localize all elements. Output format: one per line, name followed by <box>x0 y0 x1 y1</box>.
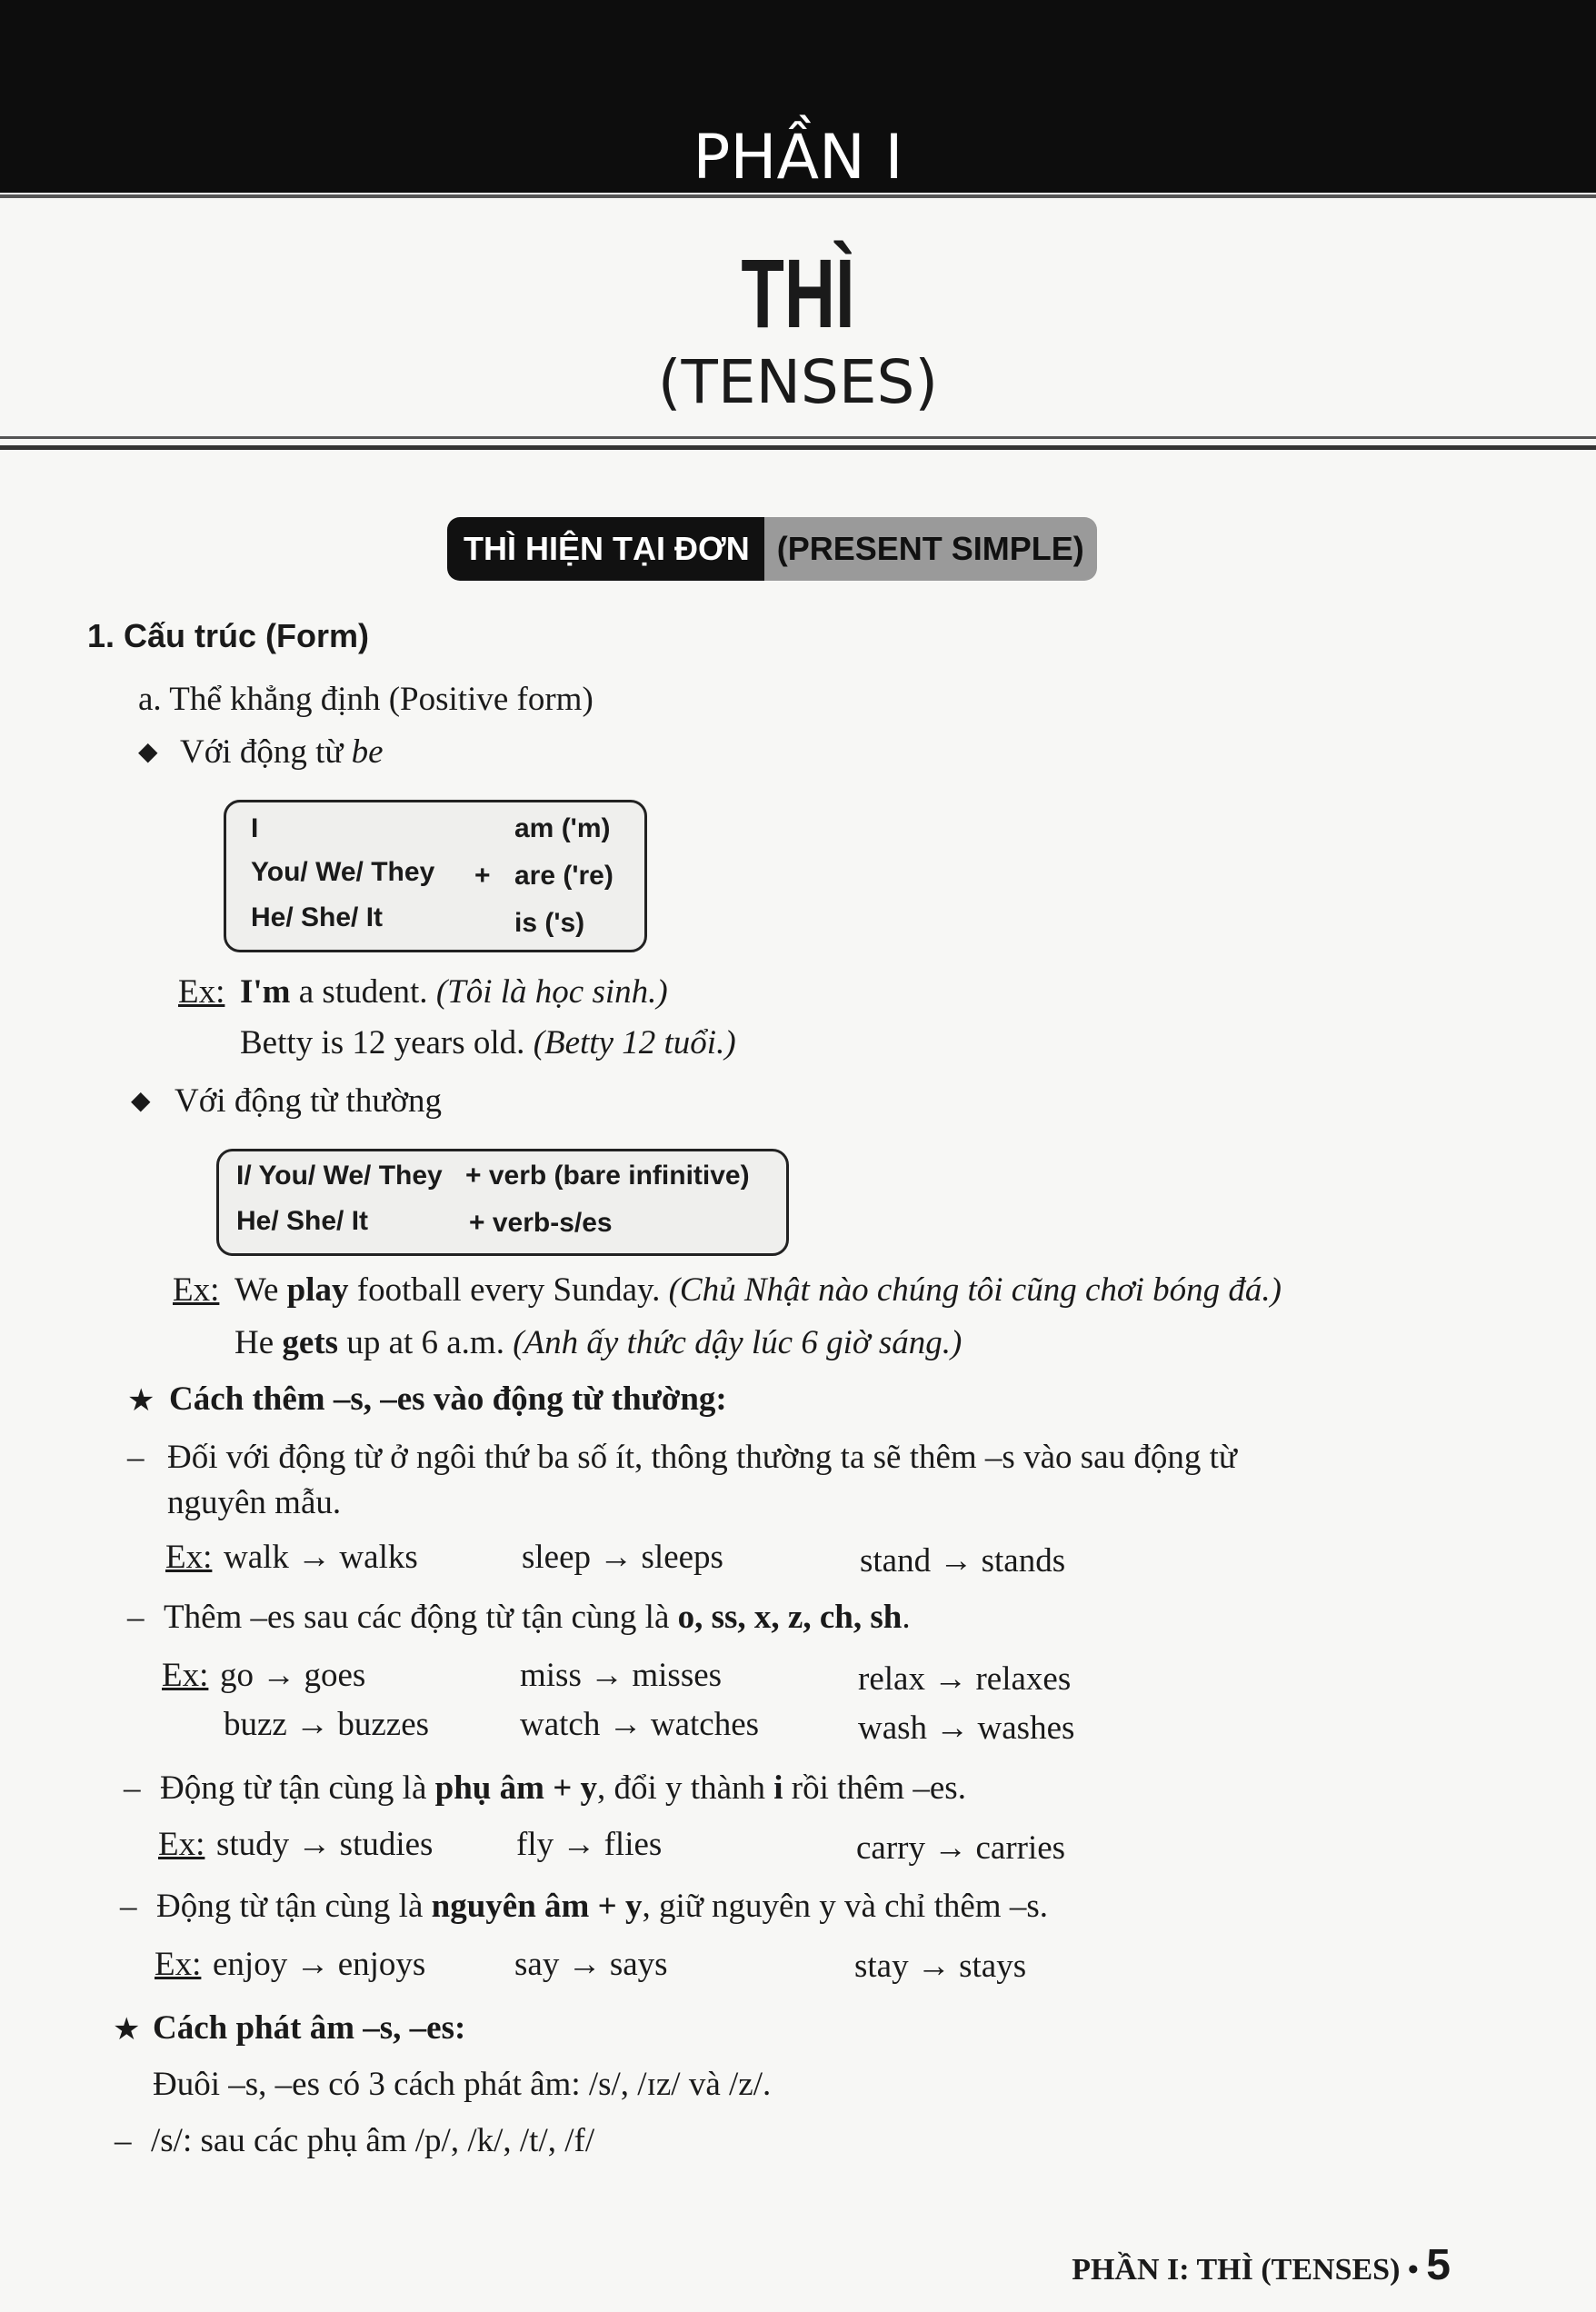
be-verb-is: is ('s) <box>514 908 585 938</box>
be-example-2: Betty is 12 years old. (Betty 12 tuổi.) <box>240 1024 736 1061</box>
rule3-ex-label: Ex: <box>158 1826 205 1863</box>
rule2-example-2: miss → misses <box>520 1657 723 1694</box>
rule1-example-2: sleep → sleeps <box>522 1539 723 1576</box>
rule2-example-4: buzz → buzzes <box>224 1706 430 1743</box>
rule3-example-2: fly → flies <box>516 1826 663 1863</box>
rule2-example-6: wash → washes <box>858 1709 1075 1747</box>
rule1-example-3: stand → stands <box>860 1542 1066 1580</box>
diamond-bullet-icon: ◆ <box>138 738 158 766</box>
form-heading: 1. Cấu trúc (Form) <box>87 617 370 654</box>
rule1-line1: Đối với động từ ở ngôi thứ ba số ít, thông thường ta sẽ thêm –s vào sau động từ <box>167 1439 1237 1476</box>
rule4-text: Động từ tận cùng là nguyên âm + y, giữ nguyên y và chỉ thêm –s. <box>156 1888 1048 1925</box>
regular-subject-singular: He/ She/ It <box>236 1206 369 1236</box>
rule1-ex-label: Ex: <box>165 1539 213 1576</box>
regular-subject-plural: I/ You/ We/ They <box>236 1161 443 1191</box>
rule2-example-1: go → goes <box>220 1657 366 1694</box>
pronunciation-rule-s: /s/: sau các phụ âm /p/, /k/, /t/, /f/ <box>151 2122 595 2159</box>
page-subtitle: (TENSES) <box>657 347 939 417</box>
regular-examples-label: Ex: <box>173 1271 220 1309</box>
be-verb-are: are ('re) <box>514 861 613 891</box>
rule4-example-1: enjoy → enjoys <box>213 1946 426 1983</box>
page-number: 5 <box>1426 2241 1451 2289</box>
badge-vietnamese: THÌ HIỆN TẠI ĐƠN <box>447 517 764 581</box>
header-rule-bottom-1 <box>0 436 1596 439</box>
diamond-bullet-icon: ◆ <box>131 1087 151 1115</box>
adding-s-heading: Cách thêm –s, –es vào động từ thường: <box>169 1380 727 1418</box>
star-bullet-icon: ★ <box>113 2013 141 2047</box>
regular-example-2: He gets up at 6 a.m. (Anh ấy thức dậy lúc 6 giờ sáng.) <box>234 1324 963 1361</box>
header-rule-top <box>0 194 1596 198</box>
star-bullet-icon: ★ <box>127 1384 155 1418</box>
be-subject-you-we-they: You/ We/ They <box>251 857 435 887</box>
rule4-example-3: stay → stays <box>854 1948 1027 1985</box>
regular-verb-bare: + verb (bare infinitive) <box>465 1161 750 1191</box>
rule3-example-1: study → studies <box>216 1826 434 1863</box>
be-verb-am: am ('m) <box>514 813 611 843</box>
rule2-ex-label: Ex: <box>162 1657 209 1694</box>
dash-bullet: – <box>124 1769 141 1807</box>
rule2-example-5: watch → watches <box>520 1706 760 1743</box>
dash-bullet: – <box>120 1888 137 1925</box>
be-subject-he-she-it: He/ She/ It <box>251 902 384 932</box>
dash-bullet: – <box>127 1599 145 1636</box>
regular-verb-label: Với động từ thường <box>175 1082 443 1120</box>
dash-bullet: – <box>127 1439 145 1476</box>
be-subject-i: I <box>251 813 259 843</box>
rule3-example-3: carry → carries <box>856 1829 1066 1867</box>
be-verb-label: Với động từ be <box>180 733 384 771</box>
regular-verb-s-es: + verb-s/es <box>469 1208 613 1238</box>
part-title: PHẦN I <box>693 122 903 194</box>
badge-english: (PRESENT SIMPLE) <box>764 517 1097 581</box>
rule1-line2: nguyên mẫu. <box>167 1484 342 1521</box>
footer-label: PHẦN I: THÌ (TENSES) • <box>1072 2253 1419 2287</box>
rule4-ex-label: Ex: <box>155 1946 202 1983</box>
pronunciation-intro: Đuôi –s, –es có 3 cách phát âm: /s/, /ɪz/ và /z/. <box>153 2066 772 2103</box>
regular-example-1: We play football every Sunday. (Chủ Nhật nào chúng tôi cũng chơi bóng đá.) <box>234 1271 1282 1309</box>
page-title: THÌ <box>741 238 855 348</box>
rule1-example-1: walk → walks <box>224 1539 418 1576</box>
positive-form-label: a. Thể khẳng định (Positive form) <box>138 681 594 718</box>
dash-bullet: – <box>115 2122 132 2159</box>
be-examples-label: Ex: <box>178 973 225 1011</box>
rule3-text: Động từ tận cùng là phụ âm + y, đổi y thành i rồi thêm –es. <box>160 1769 966 1807</box>
be-example-1: I'm a student. (Tôi là học sinh.) <box>240 973 668 1011</box>
pronunciation-heading: Cách phát âm –s, –es: <box>153 2009 466 2047</box>
page-footer <box>1072 2243 1451 2293</box>
rule4-example-2: say → says <box>514 1946 668 1983</box>
rule2-example-3: relax → relaxes <box>858 1660 1072 1698</box>
header-rule-bottom-2 <box>0 445 1596 450</box>
be-plus-sign: + <box>474 861 491 891</box>
rule2-text: Thêm –es sau các động từ tận cùng là o, ss, x, z, ch, sh. <box>164 1599 911 1636</box>
section-badge <box>447 517 1097 581</box>
